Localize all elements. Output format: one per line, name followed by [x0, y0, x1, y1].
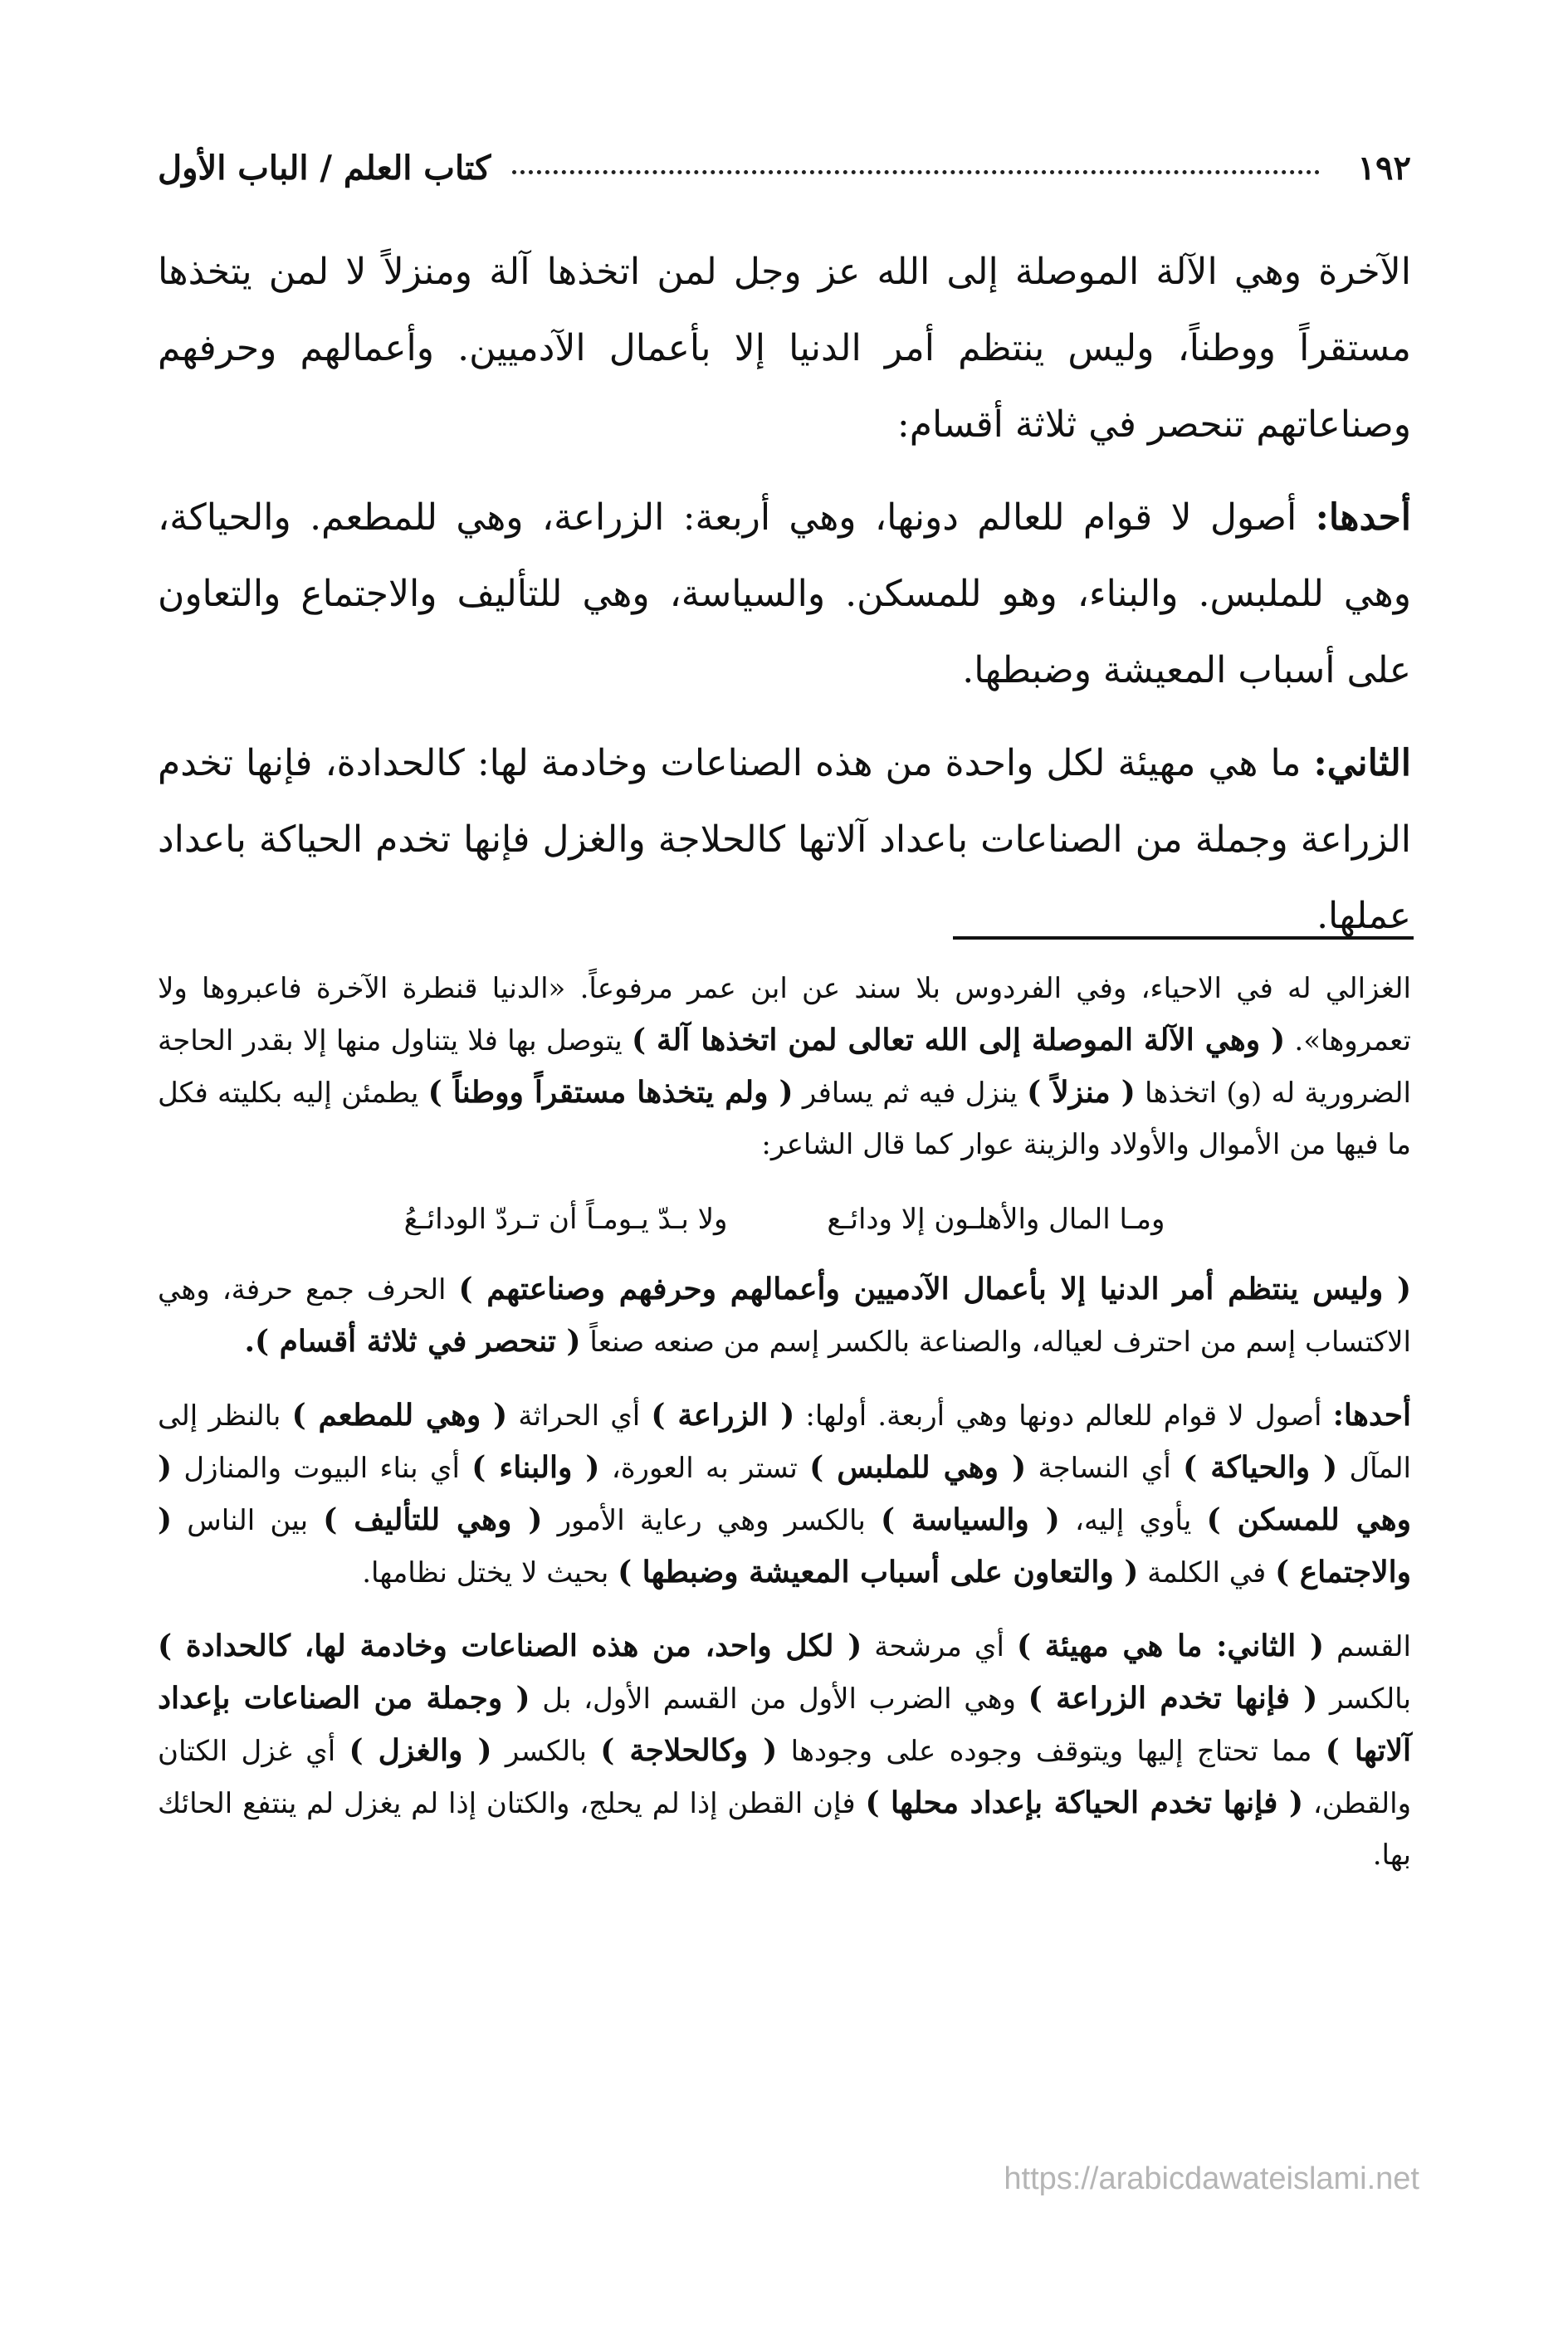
- page-number: ١٩٢: [1357, 148, 1411, 188]
- verse-second-hemistich: ولا بـدّ يـومـاً أن تـردّ الودائـعُ: [403, 1203, 728, 1236]
- section-lead: الثاني:: [1313, 742, 1411, 784]
- commentary-paragraph-2: ( وليس ينتظم أمر الدنيا إلا بأعمال الآدميين وأعمالهم وحرفهم وصناعتهم ) الحرف جمع حرفة، وهي الاكتساب إسم من احترف لعياله، والصناعة بالكسر إسم من صنعه صنعاً ( تنحصر في ثلاثة أقسام ).: [158, 1272, 1411, 1359]
- dotted-leader: [512, 162, 1319, 174]
- main-text: [158, 234, 1411, 971]
- running-title: كتاب العلم / الباب الأول: [158, 148, 491, 188]
- commentary-paragraph-3: أحدها: أصول لا قوام للعالم دونها وهي أربعة. أولها: ( الزراعة ) أي الحراثة ( وهي للمطعم ) بالنظر إلى المآل ( والحياكة ) أي النساجة ( وهي للملبس ) تستر به العورة، ( والبناء ) أي بناء البيوت والمنازل ( وهي للمسكن ) يأوي إليه، ( والسياسة ) بالكسر وهي رعاية الأمور ( وهي للتأليف ) بين الناس ( والاجتماع ) في الكلمة ( والتعاون على أسباب المعيشة وضبطها ) بحيث لا يختل نظامها.: [158, 1398, 1412, 1590]
- page-header: [158, 143, 1411, 193]
- main-paragraph-2: أحدها: أصول لا قوام للعالم دونها، وهي أربعة: الزراعة، وهي للمطعم. والحياكة، وهي للملبس. والبناء، وهو للمسكن. والسياسة، وهي للتأليف والاجتماع والتعاون على أسباب المعيشة وضبطها.: [158, 496, 1411, 691]
- footnote-divider: [953, 936, 1414, 940]
- verse-first-hemistich: ومـا المال والأهلـون إلا ودائـع: [827, 1203, 1165, 1236]
- website-watermark: https://arabicdawateislami.net: [1004, 2161, 1419, 2196]
- commentary-text: [158, 963, 1411, 1902]
- main-paragraph-1: الآخرة وهي الآلة الموصلة إلى الله عز وجل لمن اتخذها آلة ومنزلاً لا لمن يتخذها مستقراً ووطناً، وليس ينتظم أمر الدنيا إلا بأعمال الآدميين. وأعمالهم وحرفهم وصناعاتهم تنحصر في ثلاثة أقسام:: [158, 251, 1412, 446]
- commentary-paragraph-1: الغزالي له في الاحياء، وفي الفردوس بلا سند عن ابن عمر مرفوعاً. «الدنيا قنطرة الآخرة فاعبروها ولا تعمروها». ( وهي الآلة الموصلة إلى الله تعالى لمن اتخذها آلة ) يتوصل بها فلا يتناول منها إلا بقدر الحاجة الضرورية له (و) اتخذها ( منزلاً ) ينزل فيه ثم يسافر ( ولم يتخذها مستقراً ووطناً ) يطمئن إليه بكليته فكل ما فيها من الأموال والأولاد والزينة عوار كما قال الشاعر:: [158, 972, 1411, 1161]
- section-lead: أحدها:: [1315, 496, 1411, 539]
- commentary-paragraph-4: القسم ( الثاني: ما هي مهيئة ) أي مرشحة ( لكل واحد، من هذه الصناعات وخادمة لها، كالحدادة ) بالكسر ( فإنها تخدم الزراعة ) وهي الضرب الأول من القسم الأول، بل ( وجملة من الصناعات بإعداد آلاتها ) مما تحتاج إليها ويتوقف وجوده على وجودها ( وكالحلاجة ) بالكسر ( والغزل ) أي غزل الكتان والقطن، ( فإنها تخدم الحياكة بإعداد محلها ) فإن القطن إذا لم يحلج، والكتان إذا لم يغزل لم ينتفع الحائك بها.: [158, 1629, 1412, 1872]
- poetry-verse: [158, 1192, 1411, 1247]
- main-paragraph-3: الثاني: ما هي مهيئة لكل واحدة من هذه الصناعات وخادمة لها: كالحدادة، فإنها تخدم الزراعة وجملة من الصناعات باعداد آلاتها كالحلاجة والغزل فإنها تخدم الحياكة باعداد عملها.: [158, 742, 1411, 937]
